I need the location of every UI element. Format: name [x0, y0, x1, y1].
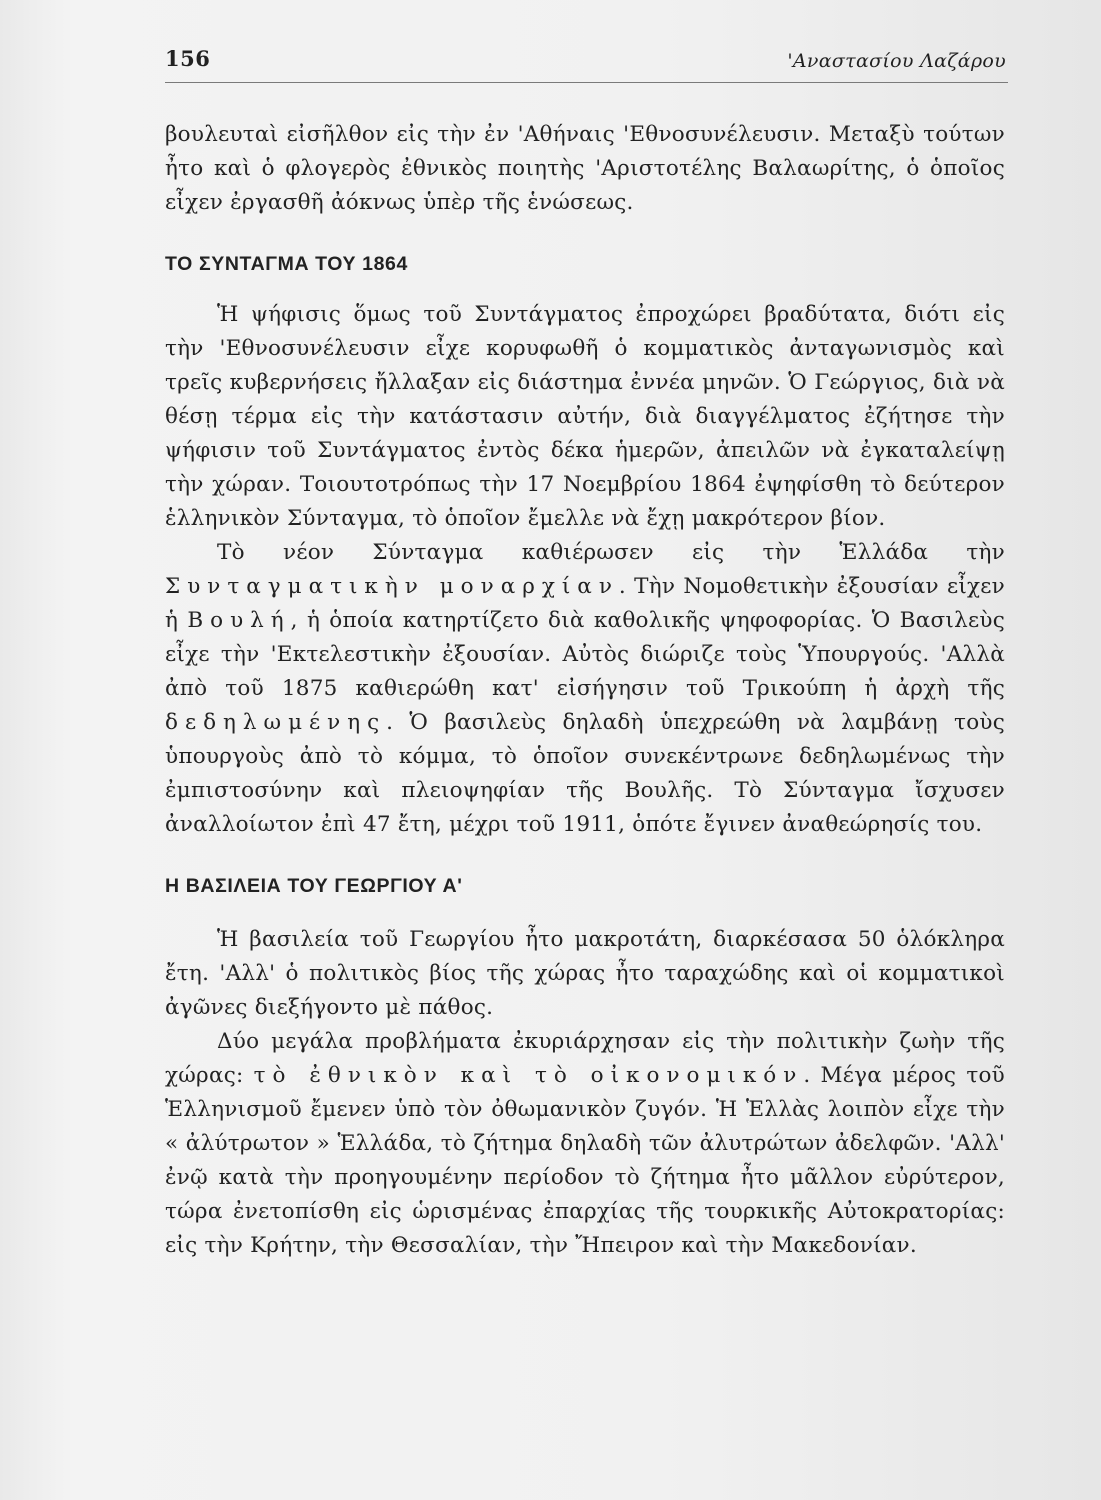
paragraph-new-constitution [165, 536, 1005, 842]
text-run: . Ὁ βασιλεὺς δηλαδὴ ὑπεχρεώθη νὰ λαμβάνῃ τοὺς ὑπουργοὺς ἀπὸ τὸ κόμμα, τὸ ὁποῖον συνεκέντρωνε δεδηλωμένως τὴν ἐμπιστοσύνην καὶ πλειοψηφίαν τῆς Βουλῆς. Τὸ Σύνταγμα ἴσχυσεν ἀναλλοίωτον ἐπὶ 47 ἔτη, μέχρι τοῦ 1911, ὁπότε ἔγινεν ἀναθεώρησίς του. [165, 710, 1005, 837]
page-number: 156 [165, 46, 211, 71]
text-run: , ἡ ὁποία κατηρτίζετο διὰ καθολικῆς ψηφοφορίας. Ὁ Βασιλεὺς εἶχε τὴν 'Εκτελεστικὴν ἐξουσίαν. Αὐτὸς διώριζε τοὺς Ὑπουργούς. 'Αλλὰ ἀπὸ τοῦ 1875 καθιερώθη κατ' εἰσήγησιν τοῦ Τρικούπη ἡ ἀρχὴ τῆς [165, 608, 1005, 701]
page-body [165, 118, 1005, 1263]
page-header [165, 44, 1008, 83]
spaced-term-national-economic: τὸ ἐθνικὸν καὶ τὸ οἰκονομικόν [253, 1063, 804, 1088]
running-head: 'Αναστασίου Λαζάρου [787, 50, 1006, 72]
section-heading-reign-george: Η ΒΑΣΙΛΕΙΑ ΤΟΥ ΓΕΩΡΓΙΟΥ Α' [165, 875, 463, 897]
spaced-term-declared-majority: δεδηλωμένης [165, 710, 387, 735]
text-run: . Μέγα μέρος τοῦ Ἑλληνισμοῦ ἔμενεν ὑπὸ τὸν ὀθωμανικὸν ζυγόν. Ἡ Ἑλλὰς λοιπὸν εἶχε τὴν « ἀλύτρωτον » Ἑλλάδα, τὸ ζήτημα δηλαδὴ τῶν ἀλυτρώτων ἀδελφῶν. 'Αλλ' ἐνῷ κατὰ τὴν προηγουμένην περίοδον τὸ ζήτημα ἦτο μᾶλλον εὐρύτερον, τώρα ἐνετοπίσθη εἰς ὡρισμένας ἐπαρχίας τῆς τουρκικῆς Αὐτοκρατορίας: εἰς τὴν Κρήτην, τὴν Θεσσαλίαν, τὴν Ἤπειρον καὶ τὴν Μακεδονίαν. [165, 1063, 1005, 1258]
text-run: Τὸ νέον Σύνταγμα καθιέρωσεν εἰς τὴν Ἑλλάδα τὴν [217, 540, 1005, 565]
text-run: Δύο μεγάλα προβλήματα ἐκυριάρχησαν εἰς τὴν πολιτικὴν ζωὴν τῆς χώρας: [165, 1029, 1005, 1088]
paragraph-two-problems [165, 1025, 1005, 1263]
section-heading-constitution: ΤΟ ΣΥΝΤΑΓΜΑ ΤΟΥ 1864 [165, 253, 408, 275]
intro-paragraph: βουλευταὶ εἰσῆλθον εἰς τὴν ἐν 'Αθήναις 'Εθνοσυνέλευσιν. Μεταξὺ τούτων ἦτο καὶ ὁ φλογερὸς ἐθνικὸς ποιητὴς 'Αριστοτέλης Βαλαωρίτης, ὁ ὁποῖος εἶχεν ἐργασθῆ ἀόκνως ὑπὲρ τῆς ἑνώσεως. [165, 122, 1005, 215]
spaced-term-constitutional-monarchy: Συνταγματικὴν μοναρχίαν [165, 574, 619, 599]
text-run: . Τὴν Νομοθετικὴν ἐξουσίαν εἶχεν ἡ [165, 574, 1005, 633]
spaced-term-parliament: Βουλή [187, 608, 291, 633]
paragraph-constitution-vote: Ἡ ψήφισις ὅμως τοῦ Συντάγματος ἐπροχώρει βραδύτατα, διότι εἰς τὴν 'Εθνοσυνέλευσιν εἶχε κορυφωθῆ ὁ κομματικὸς ἀνταγωνισμὸς καὶ τρεῖς κυβερνήσεις ἤλλαξαν εἰς διάστημα ἐννέα μηνῶν. Ὁ Γεώργιος, διὰ νὰ θέσῃ τέρμα εἰς τὴν κατάστασιν αὐτήν, διὰ διαγγέλματος ἐζήτησε τὴν ψήφισιν τοῦ Συντάγματος ἐντὸς δέκα ἡμερῶν, ἀπειλῶν νὰ ἐγκαταλείψῃ τὴν χώραν. Τοιουτοτρόπως τὴν 17 Νοεμβρίου 1864 ἐψηφίσθη τὸ δεύτερον ἑλληνικὸν Σύνταγμα, τὸ ὁποῖον ἔμελλε νὰ ἔχῃ μακρότερον βίον. [165, 302, 1005, 531]
paragraph-reign-length: Ἡ βασιλεία τοῦ Γεωργίου ἦτο μακροτάτη, διαρκέσασα 50 ὁλόκληρα ἔτη. 'Αλλ' ὁ πολιτικὸς βίος τῆς χώρας ἦτο ταραχώδης καὶ οἱ κομματικοὶ ἀγῶνες διεξήγοντο μὲ πάθος. [165, 927, 1005, 1020]
